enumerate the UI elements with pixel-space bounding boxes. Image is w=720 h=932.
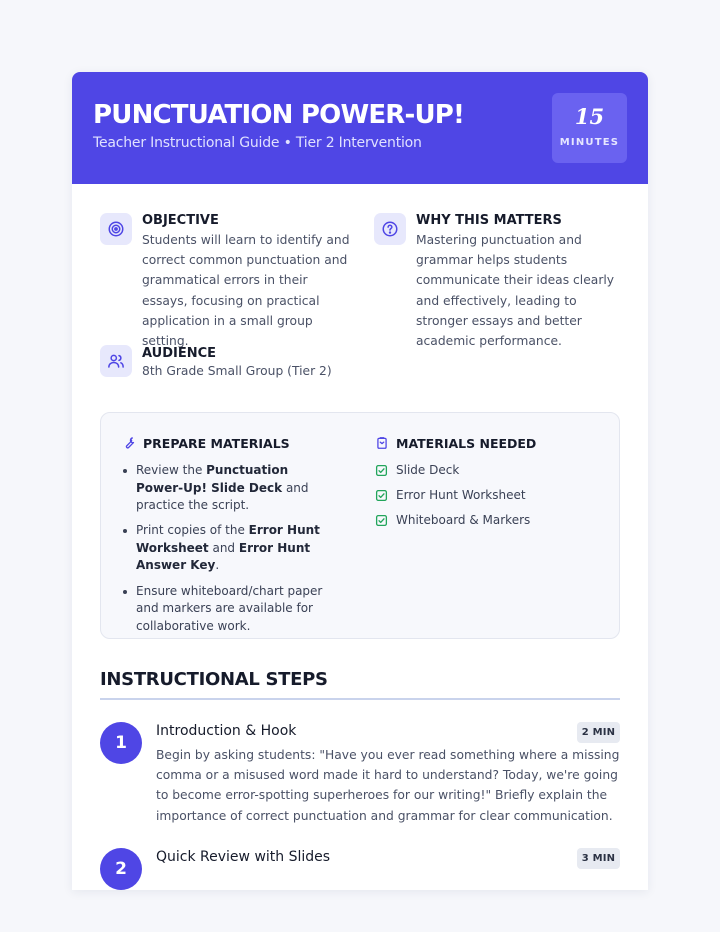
audience-title: AUDIENCE	[142, 346, 217, 361]
duration-box	[552, 93, 627, 163]
page-subtitle: Teacher Instructional Guide • Tier 2 Intervention	[93, 135, 422, 151]
materials-title: MATERIALS NEEDED	[396, 436, 537, 451]
objective-title: OBJECTIVE	[142, 213, 219, 228]
guide-header	[72, 72, 648, 184]
preparation-panel	[100, 412, 620, 639]
step-title: Introduction & Hook	[156, 723, 297, 739]
step-number: 2	[100, 848, 142, 890]
prepare-list	[121, 462, 339, 643]
step-title: Quick Review with Slides	[156, 849, 331, 865]
list-item: Review the Punctuation Power-Up! Slide Deck and practice the script.	[121, 462, 339, 515]
checkbox-checked-icon	[375, 464, 388, 477]
duration-unit: MINUTES	[559, 137, 620, 148]
list-item: Slide Deck	[375, 462, 530, 487]
clipboard-icon	[375, 436, 389, 450]
checkbox-checked-icon	[375, 514, 388, 527]
why-text: Mastering punctuation and grammar helps students communicate their ideas clearly and effectively, leading to stronger essays and better academic performance.	[416, 233, 615, 349]
page-title: PUNCTUATION POWER-UP!	[93, 100, 465, 130]
step-description: Begin by asking students: "Have you ever read something where a missing comma or a misused word made it hard to understand? Today, we're going to become error-spotting superheroes for our writing!" Briefly explain the importance of correct punctuation and grammar for clear communication.	[156, 748, 620, 823]
list-item: Whiteboard & Markers	[375, 512, 530, 537]
question-circle-icon	[374, 213, 406, 245]
list-item: Error Hunt Worksheet	[375, 487, 530, 512]
prepare-title: PREPARE MATERIALS	[143, 436, 290, 451]
step-number: 1	[100, 722, 142, 764]
materials-list	[375, 462, 530, 537]
duration-value: 15	[574, 104, 605, 129]
target-icon	[100, 213, 132, 245]
step-duration-badge: 2 MIN	[577, 722, 620, 743]
audience-text: 8th Grade Small Group (Tier 2)	[142, 364, 332, 378]
guide-card	[72, 72, 648, 890]
step-duration-badge: 3 MIN	[577, 848, 620, 869]
list-item: Print copies of the Error Hunt Worksheet and Error Hunt Answer Key.	[121, 522, 339, 575]
why-title: WHY THIS MATTERS	[416, 213, 562, 228]
checkbox-checked-icon	[375, 489, 388, 502]
objective-text: Students will learn to identify and correct common punctuation and grammatical errors in their essays, focusing on practical application in a small group setting.	[142, 233, 350, 349]
wrench-icon	[122, 436, 136, 450]
divider	[100, 698, 620, 700]
list-item: Ensure whiteboard/chart paper and markers are available for collaborative work.	[121, 583, 339, 636]
steps-heading: INSTRUCTIONAL STEPS	[100, 669, 328, 690]
users-icon	[100, 345, 132, 377]
